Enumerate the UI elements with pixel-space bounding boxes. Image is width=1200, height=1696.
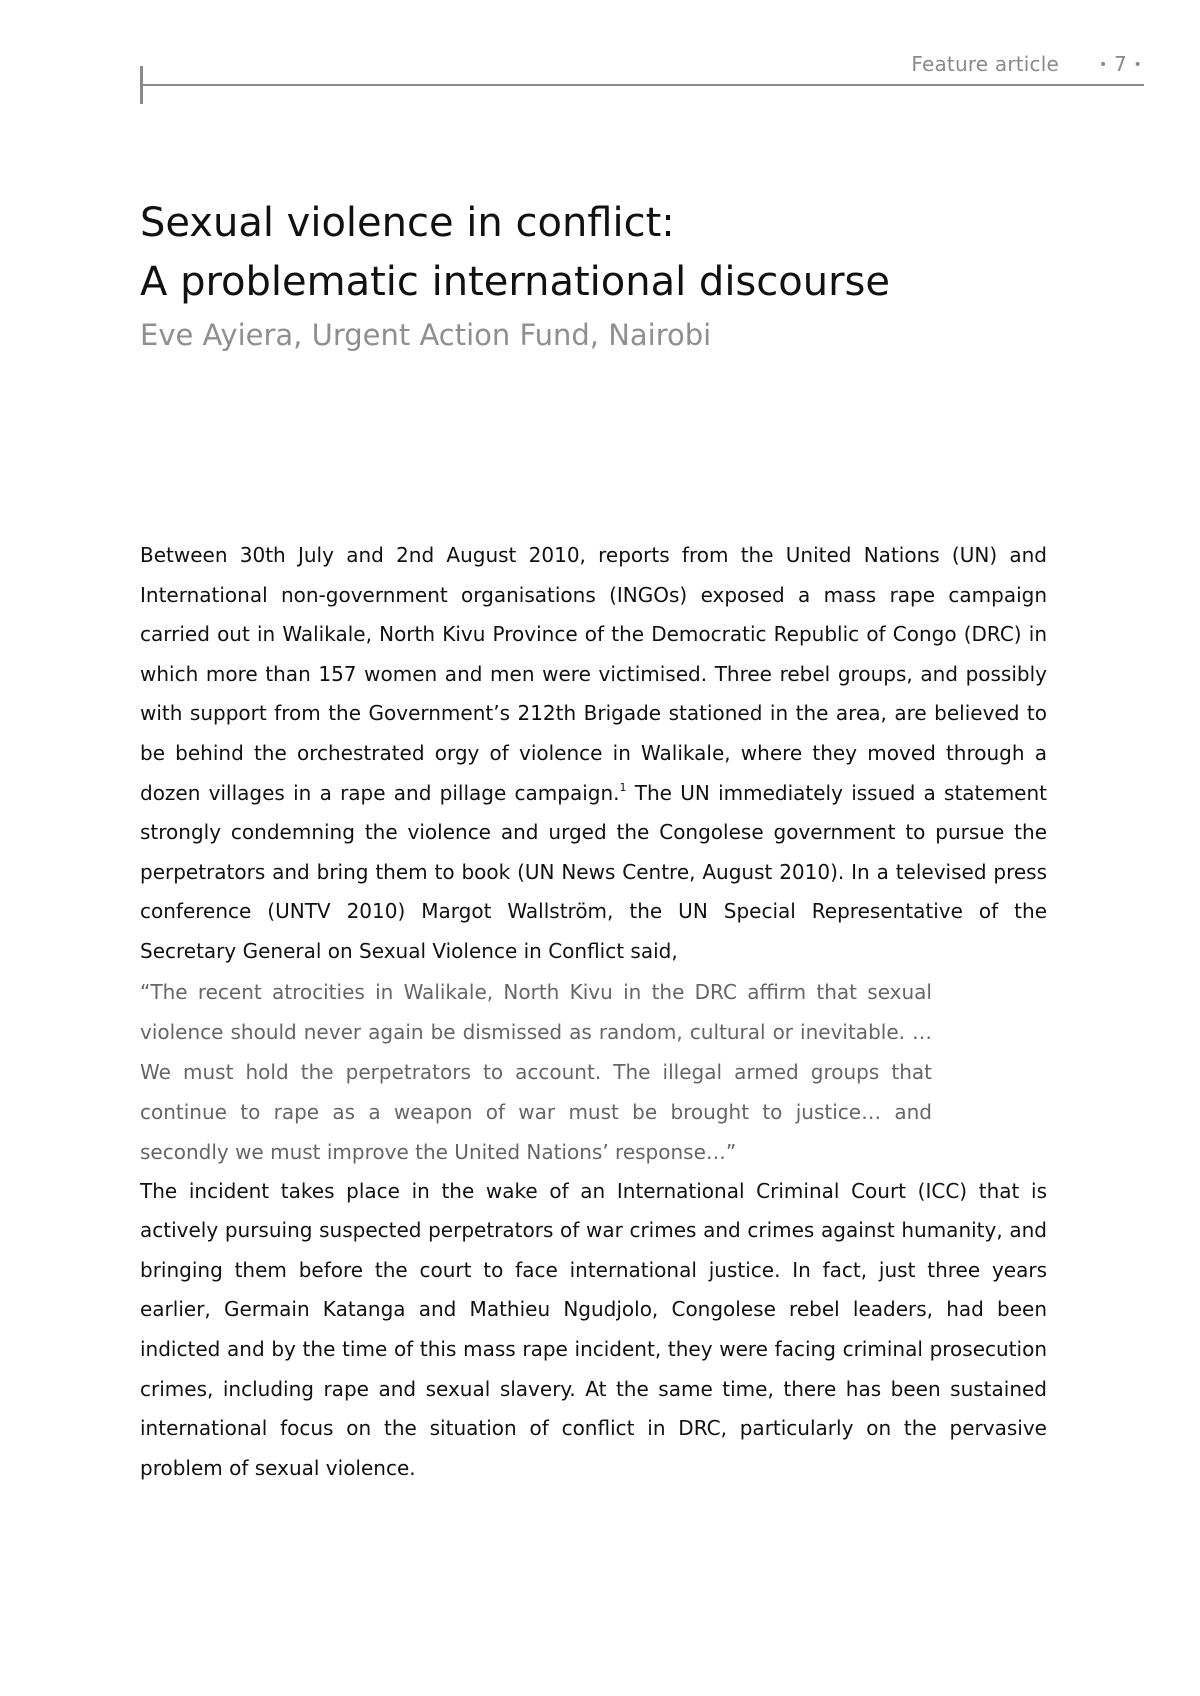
- header-text: [911, 52, 1142, 76]
- bullet-right: •: [1133, 57, 1142, 73]
- running-header: [140, 48, 1144, 92]
- title-line-1: Sexual violence in conflict:: [140, 200, 675, 246]
- bullet-left: •: [1099, 57, 1108, 73]
- paragraph-2: The incident takes place in the wake of an International Criminal Court (ICC) that is actively pursuing suspected perpetrators of war crimes and crimes against humanity, and bringing them before the court to face international justice. In fact, just three years earlier, Germain Katanga and Mathieu Ngudjolo, Congolese rebel leaders, had been indicted and by the time of this mass rape incident, they were facing criminal prosecution crimes, including rape and sexual slavery. At the same time, there has been sustained international focus on the situation of conflict in DRC, particularly on the pervasive problem of sexual violence.: [140, 1178, 1047, 1480]
- author-byline: Eve Ayiera, Urgent Action Fund, Nairobi: [140, 318, 712, 352]
- paragraph-1-text-b: The UN immediately issued a statement strongly condemning the violence and urged the Congolese government to pursue the perpetrators and bring them to book (UN News Centre, August 2010). In a televised press conference (UNTV 2010) Margot Wallström, the UN Special Representative of the Secretary General on Sexual Violence in Conflict said,: [140, 780, 1047, 963]
- article-body: [140, 536, 1047, 1488]
- section-label: Feature article: [911, 52, 1059, 76]
- paragraph-1: [140, 536, 1047, 972]
- article-title: [140, 194, 1100, 312]
- title-line-2: A problematic international discourse: [140, 259, 890, 305]
- paragraph-1-text-a: Between 30th July and 2nd August 2010, reports from the United Nations (UN) and International non-government organisations (INGOs) exposed a mass rape campaign carried out in Walikale, North Kivu Province of the Democratic Republic of Congo (DRC) in which more than 157 women and men were victimised. Three rebel groups, and possibly with support from the Government’s 212th Brigade stationed in the area, are believed to be behind the orchestrated orgy of violence in Walikale, where they moved through a dozen villages in a rape and pillage campaign.: [140, 543, 1047, 805]
- block-quote: “The recent atrocities in Walikale, North Kivu in the DRC affirm that sexual violence should never again be dismissed as random, cultural or inevitable. …We must hold the perpetrators to account. The illegal armed groups that continue to rape as a weapon of war must be brought to justice… and secondly we must improve the United Nations’ response…”: [140, 979, 932, 1164]
- page-number: 7: [1114, 52, 1127, 76]
- footnote-reference: 1: [619, 780, 627, 794]
- header-rule: [140, 84, 1144, 86]
